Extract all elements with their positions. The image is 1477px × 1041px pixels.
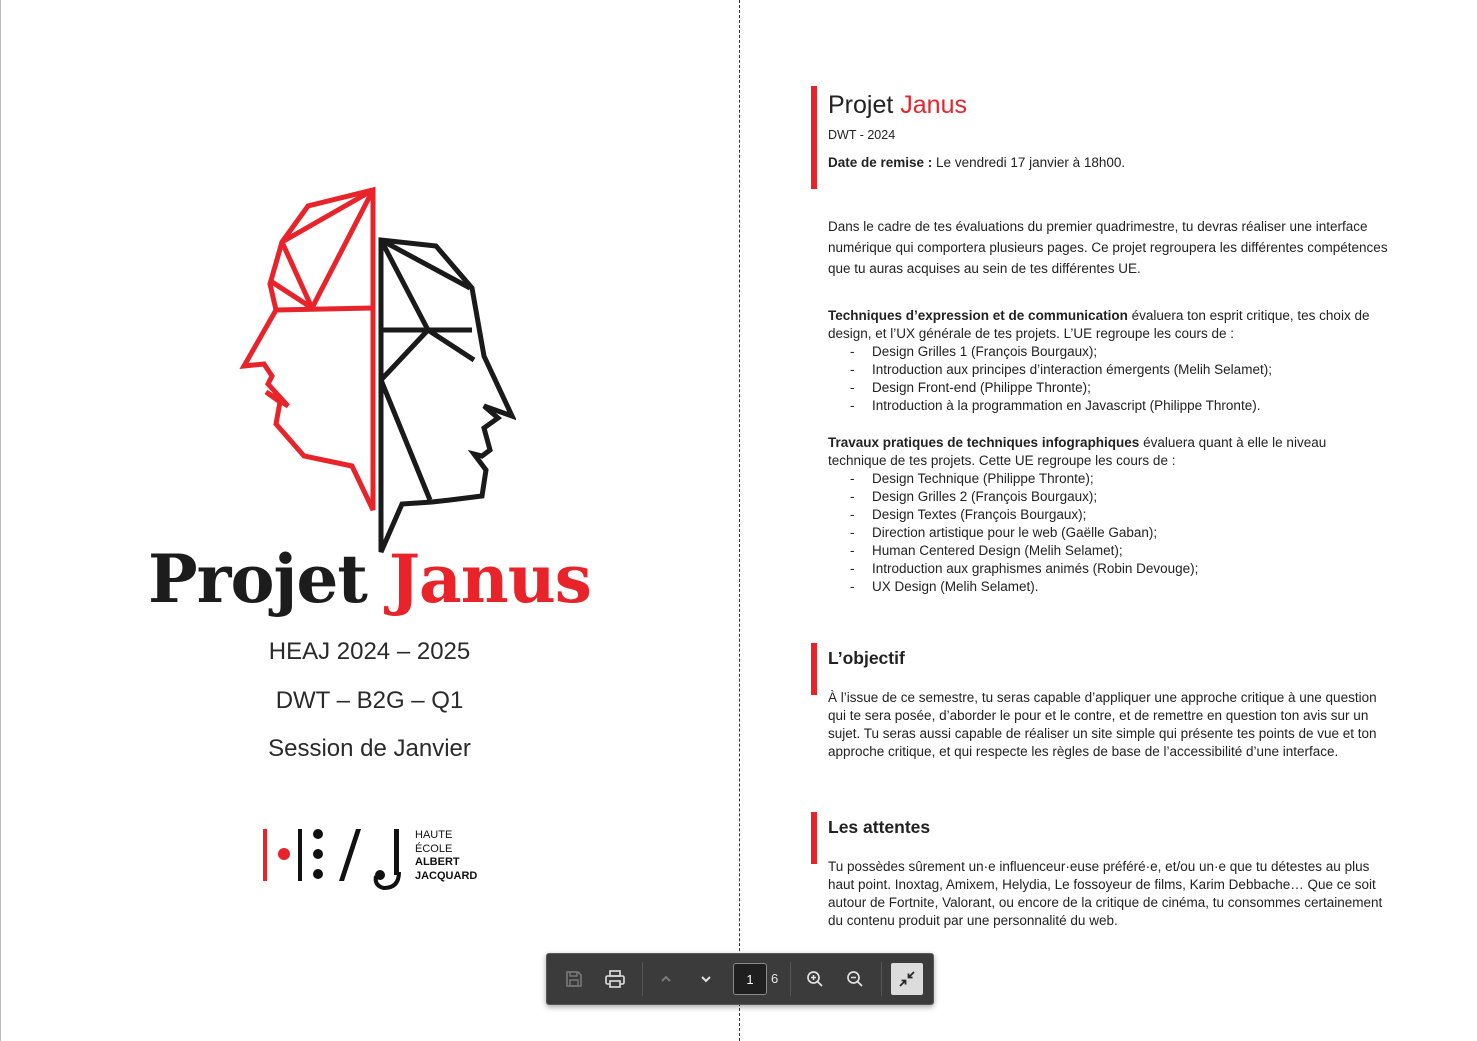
zoom-out-button[interactable] [840,964,870,994]
doc-title [828,91,967,120]
zoom-out-icon [846,970,864,988]
print-button[interactable] [600,964,630,994]
expectations-accent-bar [811,812,817,864]
ue1-text: évaluera ton esprit critique, tes choix de design, et l’UX générale de tes projets. L’UE regroupe les cours de : [828,308,1370,341]
page-number-input[interactable]: 1 [733,963,767,995]
objective-heading: L’objectif [828,648,905,668]
cover-session: Session de Janvier [268,735,471,762]
toolbar-divider [642,962,643,996]
cover-title-black: Projet [148,540,367,618]
due-date [828,154,1388,172]
pdf-toolbar [546,953,934,1005]
list-item: - UX Design (Melih Selamet). [850,578,1388,596]
ue2-text: évaluera quant à elle le niveau technique de tes projets. Cette UE regroupe les cours de : [828,435,1327,468]
intro-paragraph: Dans le cadre de tes évaluations du premier quadrimestre, tu devras réaliser une interface numérique qui comportera plusieurs pages. Ce projet regroupera les différentes compétences que tu auras acquises au sein de tes différentes UE. [828,219,1388,276]
cover-title [0,540,739,618]
save-icon [565,970,583,988]
heaj-line-3: ALBERT [415,856,460,868]
save-button[interactable] [559,964,589,994]
title-accent-bar [811,86,817,189]
due-label: Date de remise : [828,155,933,170]
list-item: - Design Grilles 2 (François Bourgaux); [850,488,1388,506]
due-value: Le vendredi 17 janvier à 18h00. [932,155,1126,170]
list-item: - Introduction aux principes d’interaction émergents (Melih Selamet); [850,361,1388,379]
heaj-line-2: ÉCOLE [415,842,453,855]
ue2-course-list [828,470,1388,596]
heaj-wordmark [415,829,477,883]
objective-paragraph: À l’issue de ce semestre, tu seras capable d’appliquer une approche critique à une question qui te sera posée, d’aborder le pour et le contre, et de remettre en question ton avis sur un sujet. Tu seras aussi capable de réaliser un site simple qui présente tes points de vue et ton approche critique, et qui respecte les règles de base de l’accessibilité d’une interface. [828,690,1377,759]
ue2-name: Travaux pratiques de techniques infographiques [828,435,1140,450]
doc-title-black: Projet [828,91,894,119]
list-item: - Direction artistique pour le web (Gaëlle Gaban); [850,524,1388,542]
cover-title-red: Janus [388,540,591,618]
fit-page-button[interactable] [891,963,923,995]
list-item: - Design Technique (Philippe Thronte); [850,470,1388,488]
zoom-in-icon [806,970,824,988]
list-item: - Design Front-end (Philippe Thronte); [850,379,1388,397]
ue1-course-list [828,343,1388,415]
list-item: - Introduction aux graphismes animés (Robin Devouge); [850,560,1388,578]
heaj-line-4: JACQUARD [415,869,478,882]
chevron-up-icon [659,972,673,986]
toolbar-divider [881,962,882,996]
list-item: - Human Centered Design (Melih Selamet); [850,542,1388,560]
cover-class: DWT – B2G – Q1 [275,687,464,714]
janus-heads-logo [236,184,516,556]
previous-page-button[interactable] [651,964,681,994]
expectations-paragraph: Tu possèdes sûrement un·e influenceur·euse préféré·e, et/ou un·e que tu détestes au plus haut point. Inoxtag, Amixem, Helydia, Le fossoyeur de films, Karim Debbache… Que ce soit autour de Fortnite, Valorant, ou encore de la critique de cinéma, tu consommes certainement du contenu produit par une personnalité du web. [828,859,1383,928]
doc-subtitle: DWT - 2024 [828,128,896,142]
heaj-line-1: HAUTE [415,829,453,841]
cover-year: HEAJ 2024 – 2025 [268,638,471,665]
ue1-section [828,307,1388,415]
list-item: - Introduction à la programmation en Javascript (Philippe Thronte). [850,397,1388,415]
chevron-down-icon [699,972,713,986]
page-fold-line [739,0,740,1041]
doc-title-red: Janus [900,91,967,119]
next-page-button[interactable] [691,964,721,994]
list-item: - Design Textes (François Bourgaux); [850,506,1388,524]
print-icon [605,970,625,988]
objective-accent-bar [811,643,817,695]
page-total: 6 [771,971,779,986]
toolbar-divider [790,962,791,996]
ue1-name: Techniques d’expression et de communication [828,308,1128,323]
fit-page-icon [898,970,916,988]
heaj-logo [262,826,402,890]
zoom-in-button[interactable] [800,964,830,994]
list-item: - Design Grilles 1 (François Bourgaux); [850,343,1388,361]
expectations-heading: Les attentes [828,817,931,837]
ue2-section [828,434,1388,596]
